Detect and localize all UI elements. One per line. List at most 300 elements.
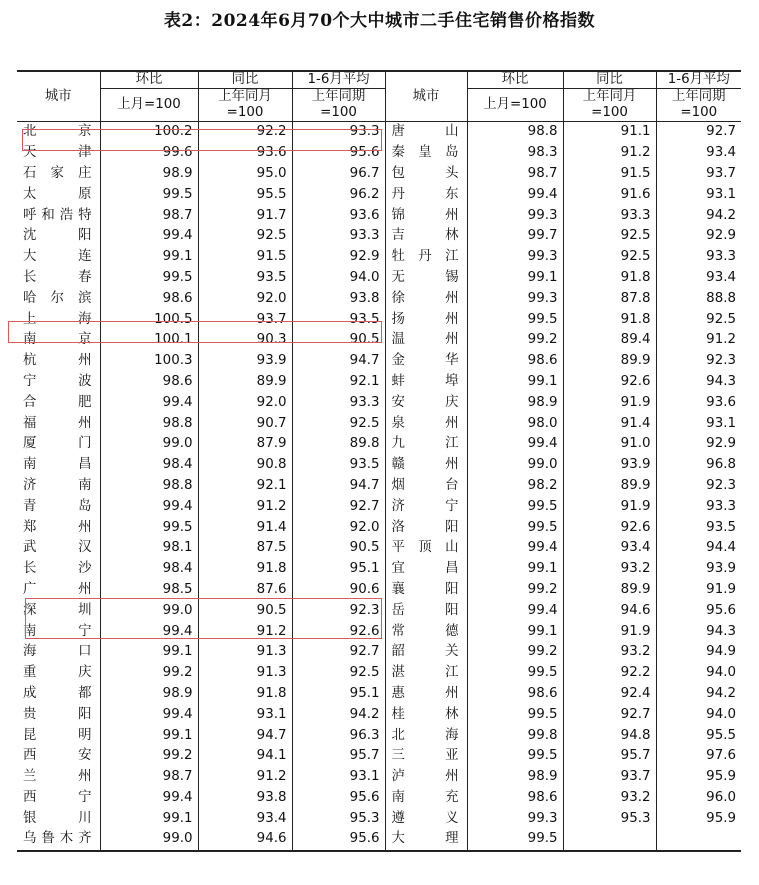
yoy-value: 93.4 (198, 808, 292, 829)
mom-value: 99.1 (100, 247, 198, 268)
city-name: 青 岛 (17, 496, 100, 517)
yoy-value: 95.0 (198, 164, 292, 185)
avg-value: 93.1 (706, 415, 736, 431)
mom-value: 98.5 (100, 580, 198, 601)
city-name: 石家庄 (17, 164, 100, 185)
table-row (17, 392, 741, 413)
avg-value: 96.0 (706, 789, 736, 805)
mom-value: 98.6 (467, 684, 563, 705)
mom-value: 99.2 (100, 746, 198, 767)
mom-value: 98.9 (467, 767, 563, 788)
header-mom-left: 环比 (100, 71, 198, 89)
yoy-value: 90.3 (198, 330, 292, 351)
city-name: 韶 关 (385, 642, 467, 663)
city-name: 秦皇岛 (385, 143, 467, 164)
header-avg-base-right: 上年同期 =100 (671, 89, 726, 120)
yoy-value: 92.6 (563, 372, 656, 393)
mom-value: 98.7 (100, 205, 198, 226)
table-row (17, 684, 741, 705)
table-row (17, 309, 741, 330)
city-name: 杭 州 (17, 351, 100, 372)
avg-value: 94.0 (292, 268, 385, 289)
mom-value: 99.4 (100, 226, 198, 247)
yoy-value: 91.1 (563, 122, 656, 143)
city-name: 无 锡 (385, 268, 467, 289)
mom-value: 98.3 (467, 143, 563, 164)
avg-value: 93.5 (292, 455, 385, 476)
mom-value: 99.0 (100, 434, 198, 455)
avg-value: 94.2 (292, 704, 385, 725)
mom-value: 98.4 (100, 455, 198, 476)
city-name: 厦 门 (17, 434, 100, 455)
avg-value: 90.5 (292, 538, 385, 559)
yoy-value: 92.5 (563, 226, 656, 247)
city-name: 西 安 (17, 746, 100, 767)
city-name: 蚌 埠 (385, 372, 467, 393)
table-row (17, 288, 741, 309)
yoy-value: 89.9 (563, 351, 656, 372)
mom-value: 98.6 (100, 372, 198, 393)
city-name: 平顶山 (385, 538, 467, 559)
yoy-value: 93.9 (198, 351, 292, 372)
city-name: 安 庆 (385, 392, 467, 413)
avg-value (656, 829, 741, 851)
table-row (17, 413, 741, 434)
yoy-value: 91.9 (563, 496, 656, 517)
avg-value: 94.0 (706, 706, 736, 722)
city-name: 武 汉 (17, 538, 100, 559)
header-mom-base-left: 上月=100 (100, 89, 198, 122)
yoy-value: 87.9 (198, 434, 292, 455)
mom-value: 99.4 (467, 434, 563, 455)
city-name: 成 都 (17, 684, 100, 705)
city-name: 锦 州 (385, 205, 467, 226)
city-name: 呼和浩特 (17, 205, 100, 226)
mom-value: 99.4 (100, 496, 198, 517)
table-row (17, 164, 741, 185)
city-name: 烟 台 (385, 476, 467, 497)
mom-value: 99.4 (100, 621, 198, 642)
city-name: 岳 阳 (385, 600, 467, 621)
yoy-value: 94.1 (198, 746, 292, 767)
yoy-value: 91.9 (563, 621, 656, 642)
city-name: 南 宁 (17, 621, 100, 642)
avg-value: 94.7 (292, 351, 385, 372)
city-name: 上 海 (17, 309, 100, 330)
table-row (17, 642, 741, 663)
city-name: 郑 州 (17, 517, 100, 538)
mom-value: 99.1 (100, 808, 198, 829)
yoy-value: 90.8 (198, 455, 292, 476)
mom-value: 98.7 (467, 164, 563, 185)
mom-value: 99.5 (467, 663, 563, 684)
avg-value: 93.3 (292, 226, 385, 247)
mom-value: 98.8 (467, 122, 563, 143)
mom-value: 99.3 (467, 808, 563, 829)
avg-value: 93.5 (706, 519, 736, 535)
table-row (17, 788, 741, 809)
avg-value: 93.9 (706, 561, 736, 577)
mom-value: 99.2 (100, 663, 198, 684)
avg-value: 96.3 (292, 725, 385, 746)
yoy-value: 90.7 (198, 413, 292, 434)
table-row (17, 538, 741, 559)
mom-value: 99.3 (467, 205, 563, 226)
yoy-value: 93.6 (198, 143, 292, 164)
avg-value: 92.5 (292, 413, 385, 434)
header-yoy-base-left: 上年同月 =100 (198, 89, 292, 122)
city-name: 泸 州 (385, 767, 467, 788)
table-row (17, 143, 741, 164)
mom-value: 99.6 (100, 143, 198, 164)
table-row (17, 268, 741, 289)
header-avg-left: 1-6月平均 (292, 71, 385, 89)
city-name: 常 德 (385, 621, 467, 642)
avg-value: 95.3 (292, 808, 385, 829)
avg-value: 95.1 (292, 559, 385, 580)
avg-value: 91.9 (706, 581, 736, 597)
city-name: 丹 东 (385, 184, 467, 205)
yoy-value: 91.3 (198, 642, 292, 663)
yoy-value: 92.4 (563, 684, 656, 705)
mom-value: 99.1 (467, 268, 563, 289)
avg-value: 95.7 (292, 746, 385, 767)
yoy-value: 95.7 (563, 746, 656, 767)
table-row (17, 621, 741, 642)
header-city-left: 城市 (17, 71, 100, 122)
mom-value: 99.5 (467, 746, 563, 767)
table-row (17, 746, 741, 767)
yoy-value: 92.2 (198, 122, 292, 143)
yoy-value: 92.0 (198, 288, 292, 309)
avg-value: 95.6 (292, 143, 385, 164)
avg-value: 92.0 (292, 517, 385, 538)
mom-value: 99.1 (467, 372, 563, 393)
yoy-value: 91.8 (198, 559, 292, 580)
table-title: 表2：2024年6月70个大中城市二手住宅销售价格指数 (163, 11, 596, 31)
mom-value: 99.2 (467, 642, 563, 663)
yoy-value: 93.8 (198, 788, 292, 809)
header-yoy-right: 同比 (563, 71, 656, 89)
table-row (17, 725, 741, 746)
mom-value: 99.5 (100, 184, 198, 205)
city-name: 桂 林 (385, 704, 467, 725)
mom-value: 99.4 (467, 600, 563, 621)
city-name: 三 亚 (385, 746, 467, 767)
table-row (17, 184, 741, 205)
mom-value: 99.3 (467, 288, 563, 309)
header-city-right: 城市 (385, 71, 467, 122)
city-name: 徐 州 (385, 288, 467, 309)
avg-value: 93.6 (706, 394, 736, 410)
city-name: 南 昌 (17, 455, 100, 476)
yoy-value: 91.4 (198, 517, 292, 538)
mom-value: 98.6 (467, 788, 563, 809)
avg-value: 89.8 (292, 434, 385, 455)
avg-value: 92.7 (292, 642, 385, 663)
yoy-value: 92.1 (198, 476, 292, 497)
mom-value: 99.7 (467, 226, 563, 247)
yoy-value: 93.4 (563, 538, 656, 559)
avg-value: 93.3 (706, 498, 736, 514)
yoy-value: 91.5 (563, 164, 656, 185)
avg-value: 94.3 (706, 373, 736, 389)
mom-value: 99.4 (100, 392, 198, 413)
table-row (17, 455, 741, 476)
city-name: 温 州 (385, 330, 467, 351)
yoy-value: 92.5 (563, 247, 656, 268)
yoy-value: 93.7 (563, 767, 656, 788)
yoy-value: 95.3 (563, 808, 656, 829)
mom-value: 98.2 (467, 476, 563, 497)
yoy-value: 95.5 (198, 184, 292, 205)
avg-value: 96.8 (706, 457, 736, 473)
avg-value: 95.9 (706, 810, 736, 826)
table-row (17, 372, 741, 393)
avg-value: 95.9 (706, 769, 736, 785)
city-name: 天 津 (17, 143, 100, 164)
mom-value: 99.5 (100, 268, 198, 289)
avg-value: 93.3 (706, 249, 736, 265)
city-name: 南 京 (17, 330, 100, 351)
yoy-value: 93.7 (198, 309, 292, 330)
mom-value: 98.6 (100, 288, 198, 309)
avg-value: 92.3 (292, 600, 385, 621)
avg-value: 90.6 (292, 580, 385, 601)
avg-value: 95.1 (292, 684, 385, 705)
yoy-value: 89.9 (563, 476, 656, 497)
city-name: 宜 昌 (385, 559, 467, 580)
yoy-value: 91.8 (563, 309, 656, 330)
city-name: 昆 明 (17, 725, 100, 746)
mom-value: 98.1 (100, 538, 198, 559)
city-name: 包 头 (385, 164, 467, 185)
avg-value: 92.7 (292, 496, 385, 517)
mom-value: 99.8 (467, 725, 563, 746)
table-row (17, 247, 741, 268)
yoy-value: 92.5 (198, 226, 292, 247)
yoy-value: 91.5 (198, 247, 292, 268)
avg-value: 93.4 (706, 145, 736, 161)
yoy-value: 94.6 (563, 600, 656, 621)
city-name: 乌鲁木齐 (17, 829, 100, 851)
mom-value: 98.8 (100, 413, 198, 434)
yoy-value: 91.3 (198, 663, 292, 684)
avg-value: 92.9 (706, 228, 736, 244)
mom-value: 99.1 (467, 621, 563, 642)
avg-value: 92.5 (292, 663, 385, 684)
mom-value: 98.9 (467, 392, 563, 413)
city-name: 大 连 (17, 247, 100, 268)
city-name: 长 春 (17, 268, 100, 289)
table-row (17, 330, 741, 351)
mom-value: 98.6 (467, 351, 563, 372)
city-name: 扬 州 (385, 309, 467, 330)
avg-value: 95.6 (292, 829, 385, 851)
city-name: 唐 山 (385, 122, 467, 143)
avg-value: 92.6 (292, 621, 385, 642)
avg-value: 93.7 (706, 165, 736, 181)
city-name: 重 庆 (17, 663, 100, 684)
avg-value: 95.6 (706, 602, 736, 618)
city-name: 北 京 (17, 122, 100, 143)
avg-value: 93.1 (292, 767, 385, 788)
yoy-value: 91.6 (563, 184, 656, 205)
mom-value: 98.0 (467, 413, 563, 434)
mom-value: 99.0 (100, 829, 198, 851)
yoy-value: 93.5 (198, 268, 292, 289)
header-avg-base-left: 上年同期 =100 (292, 89, 385, 122)
mom-value: 99.3 (467, 247, 563, 268)
avg-value: 92.3 (706, 353, 736, 369)
avg-value: 93.3 (292, 392, 385, 413)
city-name: 北 海 (385, 725, 467, 746)
city-name: 福 州 (17, 413, 100, 434)
mom-value: 99.4 (467, 184, 563, 205)
table-row (17, 496, 741, 517)
city-name: 深 圳 (17, 600, 100, 621)
mom-value: 99.5 (467, 496, 563, 517)
table-row (17, 476, 741, 497)
city-name: 遵 义 (385, 808, 467, 829)
yoy-value: 89.4 (563, 330, 656, 351)
table-row (17, 205, 741, 226)
yoy-value: 91.4 (563, 413, 656, 434)
avg-value: 94.3 (706, 623, 736, 639)
table-row (17, 559, 741, 580)
mom-value: 99.5 (467, 704, 563, 725)
mom-value: 99.4 (467, 538, 563, 559)
mom-value: 99.5 (467, 517, 563, 538)
mom-value: 99.0 (100, 600, 198, 621)
city-name: 惠 州 (385, 684, 467, 705)
mom-value: 100.1 (100, 330, 198, 351)
table-row (17, 517, 741, 538)
mom-value: 99.1 (467, 559, 563, 580)
city-name: 西 宁 (17, 788, 100, 809)
city-name: 金 华 (385, 351, 467, 372)
yoy-value: 91.2 (563, 143, 656, 164)
price-index-table (17, 70, 741, 852)
city-name: 合 肥 (17, 392, 100, 413)
yoy-value: 92.6 (563, 517, 656, 538)
mom-value: 99.2 (467, 330, 563, 351)
header-mom-base-right: 上月=100 (467, 89, 563, 122)
city-name: 南 充 (385, 788, 467, 809)
yoy-value: 89.9 (563, 580, 656, 601)
city-name: 兰 州 (17, 767, 100, 788)
yoy-value: 93.2 (563, 642, 656, 663)
avg-value: 92.9 (292, 247, 385, 268)
yoy-value: 91.2 (198, 496, 292, 517)
city-name: 贵 阳 (17, 704, 100, 725)
city-name: 太 原 (17, 184, 100, 205)
table-row (17, 434, 741, 455)
yoy-value: 90.5 (198, 600, 292, 621)
mom-value: 98.4 (100, 559, 198, 580)
yoy-value: 91.7 (198, 205, 292, 226)
mom-value: 99.1 (100, 642, 198, 663)
avg-value: 93.6 (292, 205, 385, 226)
table-row (17, 351, 741, 372)
avg-value: 95.6 (292, 788, 385, 809)
avg-value: 92.3 (706, 477, 736, 493)
city-name: 广 州 (17, 580, 100, 601)
avg-value: 94.7 (292, 476, 385, 497)
city-name: 沈 阳 (17, 226, 100, 247)
mom-value: 99.1 (100, 725, 198, 746)
avg-value: 93.1 (706, 186, 736, 202)
yoy-value (563, 829, 656, 851)
mom-value: 98.7 (100, 767, 198, 788)
city-name: 九 江 (385, 434, 467, 455)
avg-value: 96.7 (292, 164, 385, 185)
mom-value: 99.4 (100, 704, 198, 725)
city-name: 海 口 (17, 642, 100, 663)
table-row (17, 704, 741, 725)
city-name: 宁 波 (17, 372, 100, 393)
avg-value: 96.2 (292, 184, 385, 205)
yoy-value: 91.9 (563, 392, 656, 413)
avg-value: 92.1 (292, 372, 385, 393)
yoy-value: 89.9 (198, 372, 292, 393)
city-name: 济 南 (17, 476, 100, 497)
mom-value: 98.9 (100, 164, 198, 185)
avg-value: 88.8 (706, 290, 736, 306)
avg-value: 94.2 (706, 685, 736, 701)
yoy-value: 94.6 (198, 829, 292, 851)
mom-value: 99.2 (467, 580, 563, 601)
mom-value: 98.8 (100, 476, 198, 497)
yoy-value: 94.8 (563, 725, 656, 746)
avg-value: 94.2 (706, 207, 736, 223)
table-row (17, 580, 741, 601)
mom-value: 100.2 (100, 122, 198, 143)
avg-value: 92.9 (706, 436, 736, 452)
avg-value: 93.3 (292, 122, 385, 143)
yoy-value: 87.5 (198, 538, 292, 559)
city-name: 泉 州 (385, 413, 467, 434)
yoy-value: 94.7 (198, 725, 292, 746)
city-name: 牡丹江 (385, 247, 467, 268)
header-avg-right: 1-6月平均 (656, 71, 741, 89)
table-row (17, 600, 741, 621)
yoy-value: 92.2 (563, 663, 656, 684)
yoy-value: 91.8 (563, 268, 656, 289)
avg-value: 97.6 (706, 748, 736, 764)
avg-value: 92.5 (706, 311, 736, 327)
mom-value: 99.5 (467, 309, 563, 330)
yoy-value: 93.3 (563, 205, 656, 226)
mom-value: 99.5 (100, 517, 198, 538)
city-name: 洛 阳 (385, 517, 467, 538)
city-name: 哈尔滨 (17, 288, 100, 309)
avg-value: 93.8 (292, 288, 385, 309)
mom-value: 100.3 (100, 351, 198, 372)
city-name: 湛 江 (385, 663, 467, 684)
yoy-value: 93.9 (563, 455, 656, 476)
table-row (17, 829, 741, 851)
city-name: 吉 林 (385, 226, 467, 247)
header-yoy-left: 同比 (198, 71, 292, 89)
city-name: 济 宁 (385, 496, 467, 517)
table-row (17, 122, 741, 143)
yoy-value: 91.2 (198, 621, 292, 642)
header-yoy-base-right: 上年同月 =100 (563, 89, 656, 122)
yoy-value: 92.0 (198, 392, 292, 413)
avg-value: 94.4 (706, 540, 736, 556)
mom-value: 100.5 (100, 309, 198, 330)
